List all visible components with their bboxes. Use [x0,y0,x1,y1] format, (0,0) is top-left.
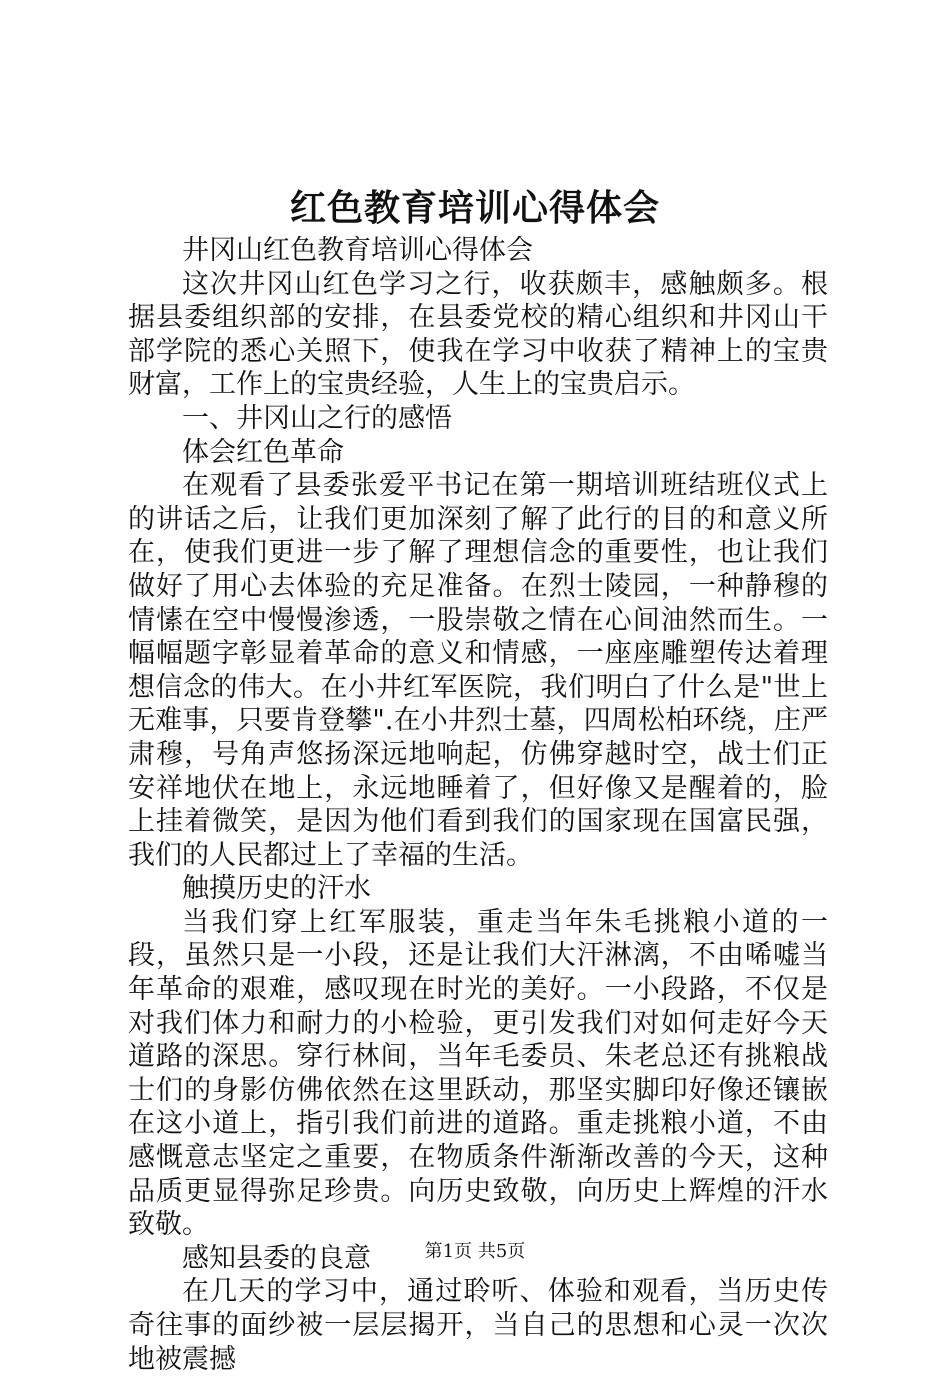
body-paragraph: 在几天的学习中，通过聆听、体验和观看，当历史传奇往事的面纱被一层层揭开，当自己的思想和心灵一次次地被震撼 [128,1276,828,1375]
body-paragraph: 这次井冈山红色学习之行，收获颇丰，感触颇多。根据县委组织部的安排，在县委党校的精心组织和井冈山干部学院的悉心关照下，使我在学习中收获了精神上的宝贵财富，工作上的宝贵经验，人生上的宝贵启示。 [128,268,828,401]
document-body [128,234,828,1376]
page-number-footer: 第1页 共5页 [424,1241,526,1262]
section-heading: 一、井冈山之行的感悟 [182,402,452,434]
body-paragraph: 当我们穿上红军服装，重走当年朱毛挑粮小道的一段，虽然只是一小段，还是让我们大汗淋漓，不由唏嘘当年革命的艰难，感叹现在时光的美好。一小段路，不仅是对我们体力和耐力的小检验，更引发我们对如何走好今天道路的深思。穿行林间，当年毛委员、朱老总还有挑粮战士们的身影仿佛依然在这里跃动，那坚实脚印好像还镶嵌在这小道上，指引我们前进的道路。重走挑粮小道，不由感慨意志坚定之重要，在物质条件渐渐改善的今天，这种品质更显得弥足珍贵。向历史致敬，向历史上辉煌的汗水致敬。 [128,906,828,1241]
subsection-heading: 体会红色革命 [182,436,344,468]
subsection-heading: 感知县委的良意 [182,1242,371,1274]
document-subtitle: 井冈山红色教育培训心得体会 [182,235,533,266]
body-paragraph: 在观看了县委张爱平书记在第一期培训班结班仪式上的讲话之后，让我们更加深刻了解了此行的目的和意义所在，使我们更进一步了解了理想信念的重要性，也让我们做好了用心去体验的充足准备。在烈士陵园，一种静穆的情愫在空中慢慢渗透，一股崇敬之情在心间油然而生。一幅幅题字彰显着革命的意义和情感，一座座雕塑传达着理想信念的伟大。在小井红军医院，我们明白了什么是"世上无难事，只要肯登攀".在小井烈士墓，四周松柏环绕，庄严肃穆，号角声悠扬深远地响起，仿佛穿越时空，战士们正安祥地伏在地上，永远地睡着了，但好像又是醒着的，脸上挂着微笑，是因为他们看到我们的国家现在国富民强，我们的人民都过上了幸福的生活。 [128,470,828,871]
document-title: 红色教育培训心得体会 [289,187,660,229]
subsection-heading: 触摸历史的汗水 [182,873,371,905]
